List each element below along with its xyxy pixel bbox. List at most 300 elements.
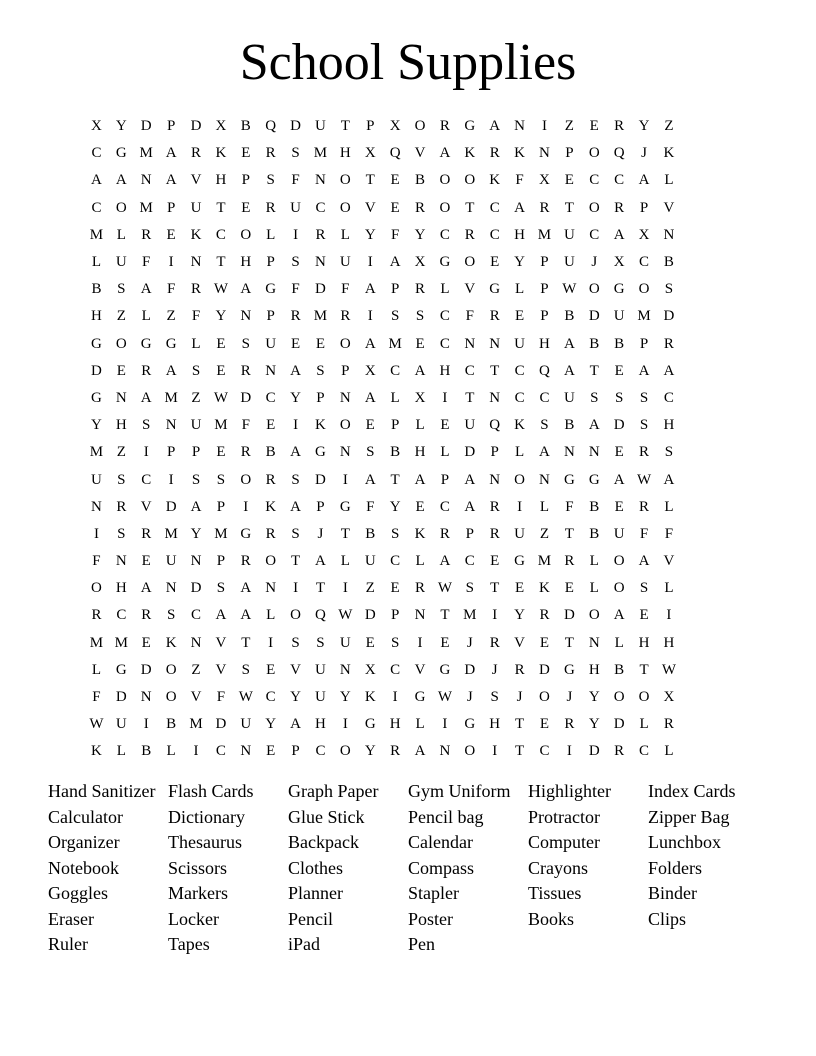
- grid-letter: J: [466, 634, 473, 651]
- grid-letter: E: [564, 172, 574, 189]
- grid-letter: U: [165, 553, 177, 570]
- grid-letter: A: [389, 254, 401, 271]
- grid-letter: G: [265, 281, 277, 298]
- grid-letter: A: [165, 145, 177, 162]
- grid-letter: G: [91, 335, 102, 352]
- grid-letter: E: [490, 553, 500, 570]
- grid-letter: L: [664, 172, 674, 189]
- grid-row: [84, 195, 732, 222]
- grid-letter: G: [464, 118, 476, 135]
- grid-letter: S: [390, 308, 400, 325]
- grid-letter: U: [190, 417, 202, 434]
- grid-letter: B: [614, 661, 625, 678]
- grid-letter: C: [539, 743, 550, 760]
- grid-letter: D: [539, 661, 550, 678]
- grid-letter: N: [265, 580, 277, 597]
- grid-letter: E: [614, 498, 624, 515]
- grid-letter: L: [515, 444, 525, 461]
- grid-letter: A: [364, 281, 376, 298]
- grid-row: [84, 548, 732, 575]
- grid-row: [84, 738, 732, 765]
- grid-letter: X: [613, 254, 625, 271]
- grid-letter: R: [315, 226, 326, 243]
- grid-letter: C: [91, 145, 102, 162]
- grid-letter: C: [315, 743, 326, 760]
- grid-letter: M: [139, 145, 153, 162]
- grid-letter: N: [663, 226, 675, 243]
- grid-letter: O: [240, 471, 252, 488]
- grid-letter: Y: [115, 118, 127, 135]
- grid-letter: I: [143, 444, 149, 461]
- grid-letter: C: [614, 172, 625, 189]
- grid-letter: C: [215, 226, 226, 243]
- grid-row: [84, 684, 732, 711]
- grid-letter: Y: [290, 389, 301, 406]
- grid-letter: L: [116, 743, 126, 760]
- grid-letter: S: [166, 607, 176, 624]
- grid-letter: C: [639, 254, 650, 271]
- grid-letter: N: [115, 553, 127, 570]
- grid-letter: N: [265, 362, 277, 379]
- grid-letter: F: [92, 553, 101, 570]
- grid-letter: L: [589, 580, 599, 597]
- grid-row: [84, 140, 732, 167]
- grid-letter: M: [537, 553, 552, 570]
- grid-letter: S: [366, 444, 375, 461]
- grid-letter: T: [216, 254, 226, 271]
- grid-letter: Z: [564, 118, 574, 135]
- grid-letter: N: [539, 145, 550, 162]
- grid-letter: D: [115, 689, 127, 706]
- grid-letter: K: [265, 498, 277, 515]
- grid-letter: L: [639, 716, 649, 733]
- grid-letter: O: [91, 580, 102, 597]
- grid-letter: X: [215, 118, 227, 135]
- grid-letter: M: [164, 389, 178, 406]
- grid-letter: N: [315, 254, 326, 271]
- grid-letter: C: [141, 471, 152, 488]
- grid-letter: K: [165, 634, 177, 651]
- grid-letter: P: [216, 553, 226, 570]
- grid-letter: K: [91, 743, 102, 760]
- grid-letter: A: [613, 226, 625, 243]
- grid-letter: X: [414, 254, 426, 271]
- grid-letter: U: [563, 226, 575, 243]
- grid-letter: G: [364, 716, 376, 733]
- grid-letter: D: [364, 607, 376, 624]
- grid-letter: R: [265, 525, 276, 542]
- grid-letter: S: [614, 389, 624, 406]
- grid-letter: M: [164, 525, 178, 542]
- grid-letter: I: [492, 743, 498, 760]
- grid-letter: O: [115, 335, 127, 352]
- grid-letter: T: [365, 172, 375, 189]
- grid-letter: O: [514, 471, 525, 488]
- grid-letter: Y: [588, 689, 600, 706]
- grid-letter: O: [439, 172, 451, 189]
- grid-letter: O: [240, 226, 252, 243]
- grid-letter: Z: [116, 444, 126, 461]
- word-list-item: Planner: [288, 883, 343, 903]
- grid-letter: E: [515, 580, 525, 597]
- grid-letter: W: [338, 607, 353, 624]
- grid-letter: E: [216, 335, 226, 352]
- grid-letter: D: [240, 389, 252, 406]
- grid-letter: B: [141, 743, 152, 760]
- grid-letter: I: [168, 471, 174, 488]
- grid-letter: R: [614, 199, 625, 216]
- grid-letter: K: [539, 580, 550, 597]
- grid-letter: G: [563, 661, 575, 678]
- grid-letter: L: [415, 417, 425, 434]
- grid-letter: I: [243, 498, 249, 515]
- grid-letter: O: [613, 689, 625, 706]
- word-list-item: Folders: [648, 857, 702, 878]
- grid-letter: P: [266, 254, 275, 271]
- grid-letter: X: [663, 689, 675, 706]
- grid-letter: J: [317, 525, 324, 542]
- grid-letter: M: [313, 145, 328, 162]
- word-list-item: Clips: [648, 908, 687, 929]
- grid-letter: Y: [389, 498, 401, 515]
- word-list-item: Thesaurus: [168, 832, 242, 852]
- grid-letter: H: [315, 716, 326, 733]
- grid-row: [84, 630, 732, 657]
- grid-letter: V: [215, 634, 227, 651]
- grid-letter: U: [190, 199, 202, 216]
- grid-letter: S: [291, 145, 300, 162]
- word-list-item: Pencil bag: [408, 806, 484, 827]
- grid-letter: I: [666, 607, 672, 624]
- grid-letter: B: [564, 308, 575, 325]
- grid-letter: C: [439, 498, 450, 515]
- grid-letter: D: [663, 308, 675, 325]
- grid-letter: K: [464, 145, 476, 162]
- grid-letter: R: [91, 607, 102, 624]
- grid-letter: R: [141, 362, 152, 379]
- grid-letter: L: [415, 553, 425, 570]
- grid-letter: M: [139, 199, 153, 216]
- grid-letter: A: [290, 498, 301, 515]
- grid-letter: P: [465, 525, 474, 542]
- grid-letter: L: [614, 634, 624, 651]
- grid-letter: W: [213, 389, 228, 406]
- grid-letter: G: [339, 498, 351, 515]
- grid-letter: U: [464, 417, 476, 434]
- grid-letter: J: [641, 145, 647, 162]
- grid-letter: C: [639, 743, 650, 760]
- grid-letter: R: [539, 199, 550, 216]
- grid-letter: O: [464, 172, 476, 189]
- grid-letter: N: [190, 254, 202, 271]
- grid-letter: U: [265, 335, 277, 352]
- grid-letter: A: [489, 118, 501, 135]
- grid-letter: A: [290, 444, 301, 461]
- grid-letter: E: [141, 553, 151, 570]
- grid-letter: D: [588, 743, 600, 760]
- grid-letter: R: [240, 444, 251, 461]
- grid-letter: R: [265, 471, 276, 488]
- grid-letter: A: [140, 580, 152, 597]
- grid-letter: S: [540, 417, 549, 434]
- word-list-item: iPad: [288, 934, 321, 954]
- grid-letter: S: [241, 335, 250, 352]
- grid-letter: S: [316, 634, 325, 651]
- grid-letter: X: [539, 172, 550, 189]
- grid-letter: C: [265, 389, 276, 406]
- grid-letter: J: [591, 254, 598, 271]
- grid-letter: U: [514, 525, 525, 542]
- grid-letter: U: [339, 254, 351, 271]
- grid-letter: K: [215, 145, 227, 162]
- grid-letter: C: [390, 661, 401, 678]
- word-list-item: Graph Paper: [288, 781, 379, 801]
- grid-letter: B: [614, 335, 625, 352]
- grid-letter: A: [414, 743, 426, 760]
- grid-letter: P: [540, 308, 549, 325]
- grid-letter: L: [191, 335, 201, 352]
- grid-letter: M: [388, 335, 402, 352]
- grid-row: [84, 113, 732, 140]
- grid-letter: H: [663, 634, 675, 651]
- grid-letter: U: [563, 254, 575, 271]
- grid-letter: S: [291, 471, 300, 488]
- grid-letter: U: [240, 716, 252, 733]
- grid-letter: A: [240, 607, 252, 624]
- grid-letter: A: [364, 335, 376, 352]
- word-list-item: Organizer: [48, 832, 120, 852]
- grid-letter: D: [290, 118, 301, 135]
- grid-letter: G: [140, 335, 152, 352]
- grid-letter: N: [339, 661, 351, 678]
- grid-row: [84, 276, 732, 303]
- grid-letter: W: [562, 281, 577, 298]
- grid-letter: C: [589, 172, 600, 189]
- grid-letter: L: [589, 553, 599, 570]
- grid-letter: C: [489, 226, 500, 243]
- grid-letter: A: [290, 716, 301, 733]
- grid-letter: C: [439, 335, 450, 352]
- grid-letter: B: [166, 716, 177, 733]
- grid-letter: R: [415, 281, 426, 298]
- grid-letter: S: [191, 471, 201, 488]
- grid-letter: L: [440, 281, 450, 298]
- grid-letter: S: [664, 444, 674, 461]
- grid-letter: U: [364, 553, 376, 570]
- grid-letter: A: [638, 172, 650, 189]
- word-list-item: Calendar: [408, 832, 473, 852]
- grid-letter: X: [364, 145, 376, 162]
- grid-letter: D: [563, 607, 575, 624]
- grid-row: [84, 602, 732, 629]
- grid-letter: E: [415, 335, 425, 352]
- grid-letter: N: [140, 689, 152, 706]
- grid-letter: Q: [489, 417, 501, 434]
- grid-letter: M: [189, 716, 203, 733]
- grid-letter: E: [639, 607, 649, 624]
- grid-letter: R: [489, 308, 500, 325]
- grid-letter: S: [639, 389, 649, 406]
- grid-letter: A: [414, 471, 426, 488]
- grid-letter: H: [389, 716, 401, 733]
- grid-letter: U: [315, 661, 326, 678]
- grid-letter: X: [91, 118, 102, 135]
- grid-letter: T: [340, 118, 350, 135]
- grid-letter: O: [339, 199, 351, 216]
- grid-letter: N: [588, 634, 600, 651]
- grid-letter: P: [241, 172, 250, 189]
- grid-letter: Q: [613, 145, 625, 162]
- grid-letter: V: [190, 689, 202, 706]
- grid-letter: D: [464, 661, 476, 678]
- grid-letter: W: [238, 689, 253, 706]
- grid-letter: Z: [116, 308, 126, 325]
- grid-letter: T: [639, 661, 649, 678]
- grid-row: [84, 466, 732, 493]
- grid-letter: R: [191, 281, 202, 298]
- grid-letter: N: [91, 498, 102, 515]
- grid-letter: I: [293, 580, 299, 597]
- grid-letter: E: [440, 634, 450, 651]
- grid-letter: A: [115, 172, 127, 189]
- grid-letter: Y: [514, 607, 525, 624]
- grid-letter: U: [315, 118, 326, 135]
- grid-letter: L: [266, 607, 276, 624]
- grid-letter: E: [315, 335, 326, 352]
- grid-letter: R: [464, 226, 475, 243]
- grid-letter: A: [240, 281, 252, 298]
- grid-letter: A: [414, 362, 426, 379]
- grid-letter: I: [342, 716, 348, 733]
- grid-letter: O: [638, 689, 650, 706]
- grid-letter: I: [293, 226, 299, 243]
- grid-letter: H: [240, 254, 252, 271]
- grid-letter: P: [166, 118, 176, 135]
- grid-letter: O: [290, 607, 301, 624]
- grid-letter: U: [91, 471, 102, 488]
- word-list-item: Goggles: [48, 883, 108, 903]
- grid-letter: O: [115, 199, 127, 216]
- grid-letter: E: [390, 580, 400, 597]
- word-list-item: Books: [528, 908, 575, 929]
- grid-letter: H: [439, 362, 451, 379]
- grid-letter: E: [515, 308, 525, 325]
- grid-letter: B: [589, 498, 600, 515]
- grid-letter: C: [489, 199, 500, 216]
- grid-letter: J: [491, 661, 498, 678]
- grid-letter: R: [141, 525, 152, 542]
- grid-letter: Q: [265, 118, 277, 135]
- grid-letter: P: [216, 498, 226, 515]
- word-list-item: Computer: [528, 832, 600, 852]
- grid-row: [84, 494, 732, 521]
- grid-letter: T: [564, 525, 574, 542]
- grid-letter: I: [517, 498, 523, 515]
- grid-letter: I: [342, 471, 348, 488]
- grid-letter: C: [539, 389, 550, 406]
- grid-letter: S: [390, 525, 400, 542]
- grid-letter: N: [414, 607, 426, 624]
- grid-letter: W: [636, 471, 652, 488]
- grid-letter: F: [191, 308, 201, 325]
- grid-letter: A: [539, 444, 550, 461]
- grid-letter: Z: [365, 580, 375, 597]
- grid-letter: D: [190, 580, 202, 597]
- word-list-item: Crayons: [528, 857, 588, 878]
- grid-letter: T: [490, 580, 500, 597]
- grid-letter: A: [215, 607, 227, 624]
- grid-letter: M: [89, 444, 104, 461]
- grid-letter: L: [664, 743, 674, 760]
- grid-letter: V: [190, 172, 202, 189]
- grid-letter: E: [290, 335, 301, 352]
- grid-letter: D: [190, 118, 202, 135]
- grid-letter: P: [565, 145, 574, 162]
- grid-letter: O: [339, 335, 351, 352]
- grid-row: [84, 249, 732, 276]
- grid-letter: L: [415, 716, 425, 733]
- grid-letter: R: [240, 553, 251, 570]
- grid-letter: E: [614, 362, 624, 379]
- grid-letter: A: [315, 553, 326, 570]
- word-list-item: Markers: [168, 883, 228, 903]
- grid-letter: Y: [215, 308, 227, 325]
- word-list-item: Gym Uniform: [408, 781, 511, 801]
- grid-letter: R: [663, 335, 674, 352]
- grid-letter: R: [290, 308, 301, 325]
- grid-row: [84, 412, 732, 439]
- grid-letter: D: [613, 417, 625, 434]
- grid-letter: S: [465, 580, 474, 597]
- word-list-item: Pen: [408, 934, 435, 954]
- grid-letter: C: [390, 553, 401, 570]
- grid-letter: P: [440, 471, 450, 488]
- grid-letter: S: [241, 661, 250, 678]
- grid-letter: F: [291, 281, 300, 298]
- grid-letter: E: [365, 417, 375, 434]
- grid-letter: N: [140, 172, 152, 189]
- grid-letter: S: [266, 172, 275, 189]
- word-list-item: Highlighter: [528, 781, 611, 801]
- grid-letter: A: [638, 553, 650, 570]
- grid-letter: L: [91, 661, 102, 678]
- grid-letter: L: [141, 308, 151, 325]
- word-list-item: Glue Stick: [288, 806, 365, 827]
- grid-letter: S: [291, 634, 300, 651]
- grid-letter: G: [414, 689, 426, 706]
- grid-letter: H: [215, 172, 227, 189]
- grid-letter: Q: [315, 607, 326, 624]
- grid-letter: E: [241, 145, 251, 162]
- grid-letter: T: [290, 553, 301, 570]
- grid-letter: N: [339, 444, 351, 461]
- grid-letter: M: [637, 308, 651, 325]
- grid-letter: R: [116, 498, 127, 515]
- grid-letter: W: [213, 281, 228, 298]
- grid-letter: N: [439, 743, 451, 760]
- grid-letter: C: [589, 226, 600, 243]
- grid-letter: A: [91, 172, 102, 189]
- grid-letter: U: [563, 389, 575, 406]
- word-list-item: Calculator: [48, 806, 123, 827]
- grid-letter: G: [439, 254, 451, 271]
- grid-letter: T: [340, 525, 350, 542]
- grid-letter: S: [415, 308, 425, 325]
- grid-letter: E: [539, 634, 550, 651]
- word-list: [48, 779, 768, 958]
- grid-letter: D: [215, 716, 227, 733]
- grid-letter: L: [664, 498, 674, 515]
